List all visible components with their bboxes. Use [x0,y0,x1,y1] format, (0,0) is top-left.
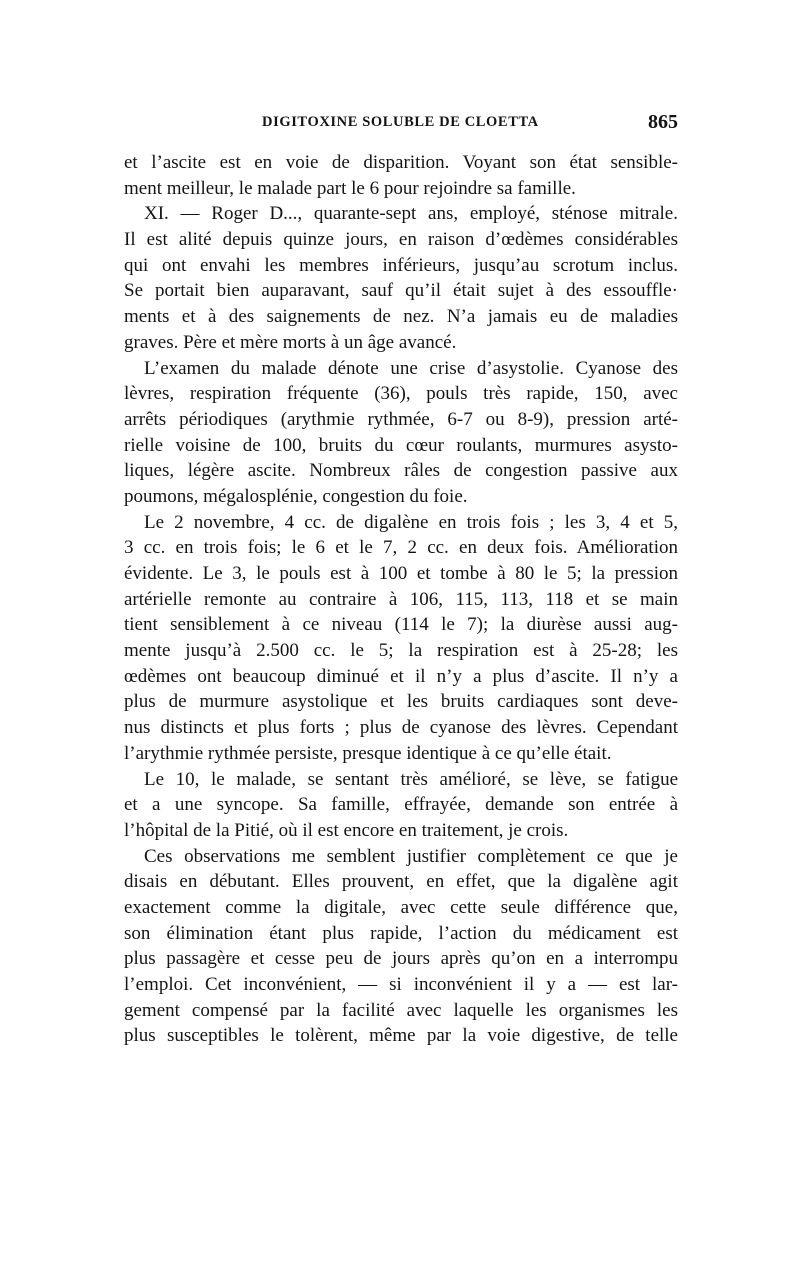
text-line: liques, légère ascite. Nombreux râles de congestion passive aux [124,460,678,482]
page-number: 865 [648,111,678,133]
text-line: évidente. Le 3, le pouls est à 100 et tombe à 80 le 5; la pression [124,563,678,584]
text-line: XI. — Roger D..., quarante-sept ans, employé, sténose mitrale. [144,203,678,225]
text-line: mente jusqu’à 2.500 cc. le 5; la respiration est à 25-28; les [124,640,678,662]
text-line: exactement comme la digitale, avec cette seule différence que, [124,896,678,918]
text-line: L’examen du malade dénote une crise d’asystolie. Cyanose des [144,357,678,379]
text-line: son élimination étant plus rapide, l’action du médicament est [124,922,678,944]
text-line: gement compensé par la facilité avec laquelle les organismes les [124,999,678,1021]
text-line: plus susceptibles le tolèrent, même par la voie digestive, de telle [124,1025,678,1047]
text-line: disais en débutant. Elles prouvent, en effet, que la digalène agit [124,871,678,893]
text-line: l’arythmie rythmée persiste, presque identique à ce qu’elle était. [124,742,612,764]
text-line: rielle voisine de 100, bruits du cœur roulants, murmures asysto- [124,434,678,456]
text-line: poumons, mégalosplénie, congestion du foie. [124,485,468,507]
text-line: lèvres, respiration fréquente (36), pouls très rapide, 150, avec [124,383,678,405]
text-line: Il est alité depuis quinze jours, en raison d’œdèmes considérables [124,229,678,251]
text-line: 3 cc. en trois fois; le 6 et le 7, 2 cc. en deux fois. Amélioration [124,537,678,559]
text-line: et l’ascite est en voie de disparition. Voyant son état sensible- [124,152,678,173]
text-line: tient sensiblement à ce niveau (114 le 7); la diurèse aussi aug- [124,614,678,636]
text-line: l’hôpital de la Pitié, où il est encore en traitement, je crois. [124,819,569,841]
text-line: Se portait bien auparavant, sauf qu’il était sujet à des essouffle· [124,280,678,302]
text-line: plus passagère et cesse peu de jours après qu’on en a interrompu [124,948,678,970]
text-line: nus distincts et plus forts ; plus de cyanose des lèvres. Cependant [124,717,678,739]
text-line: Le 2 novembre, 4 cc. de digalène en trois fois ; les 3, 4 et 5, [144,511,678,533]
text-line: Ces observations me semblent justifier complètement ce que je [144,845,678,867]
text-line: graves. Père et mère morts à un âge avancé. [124,331,457,353]
text-line: qui ont envahi les membres inférieurs, jusqu’au scrotum inclus. [124,254,678,276]
body-text [124,150,678,1049]
text-line: ment meilleur, le malade part le 6 pour rejoindre sa famille. [124,177,576,199]
running-title: DIGITOXINE SOLUBLE DE CLOETTA [262,114,539,130]
running-header [124,111,680,144]
text-line: arrêts périodiques (arythmie rythmée, 6-7 ou 8-9), pression arté- [124,408,678,430]
text-line: œdèmes ont beaucoup diminué et il n’y a plus d’ascite. Il n’y a [124,665,678,687]
text-line: plus de murmure asystolique et les bruits cardiaques sont deve- [124,691,678,713]
text-line: Le 10, le malade, se sentant très amélioré, se lève, se fatigue [144,768,678,790]
text-line: ments et à des saignements de nez. N’a jamais eu de maladies [124,306,678,328]
text-line: artérielle remonte au contraire à 106, 115, 113, 118 et se main [124,588,678,610]
text-line: l’emploi. Cet inconvénient, — si inconvénient il y a — est lar- [124,974,678,995]
text-line: et a une syncope. Sa famille, effrayée, demande son entrée à [124,794,678,816]
